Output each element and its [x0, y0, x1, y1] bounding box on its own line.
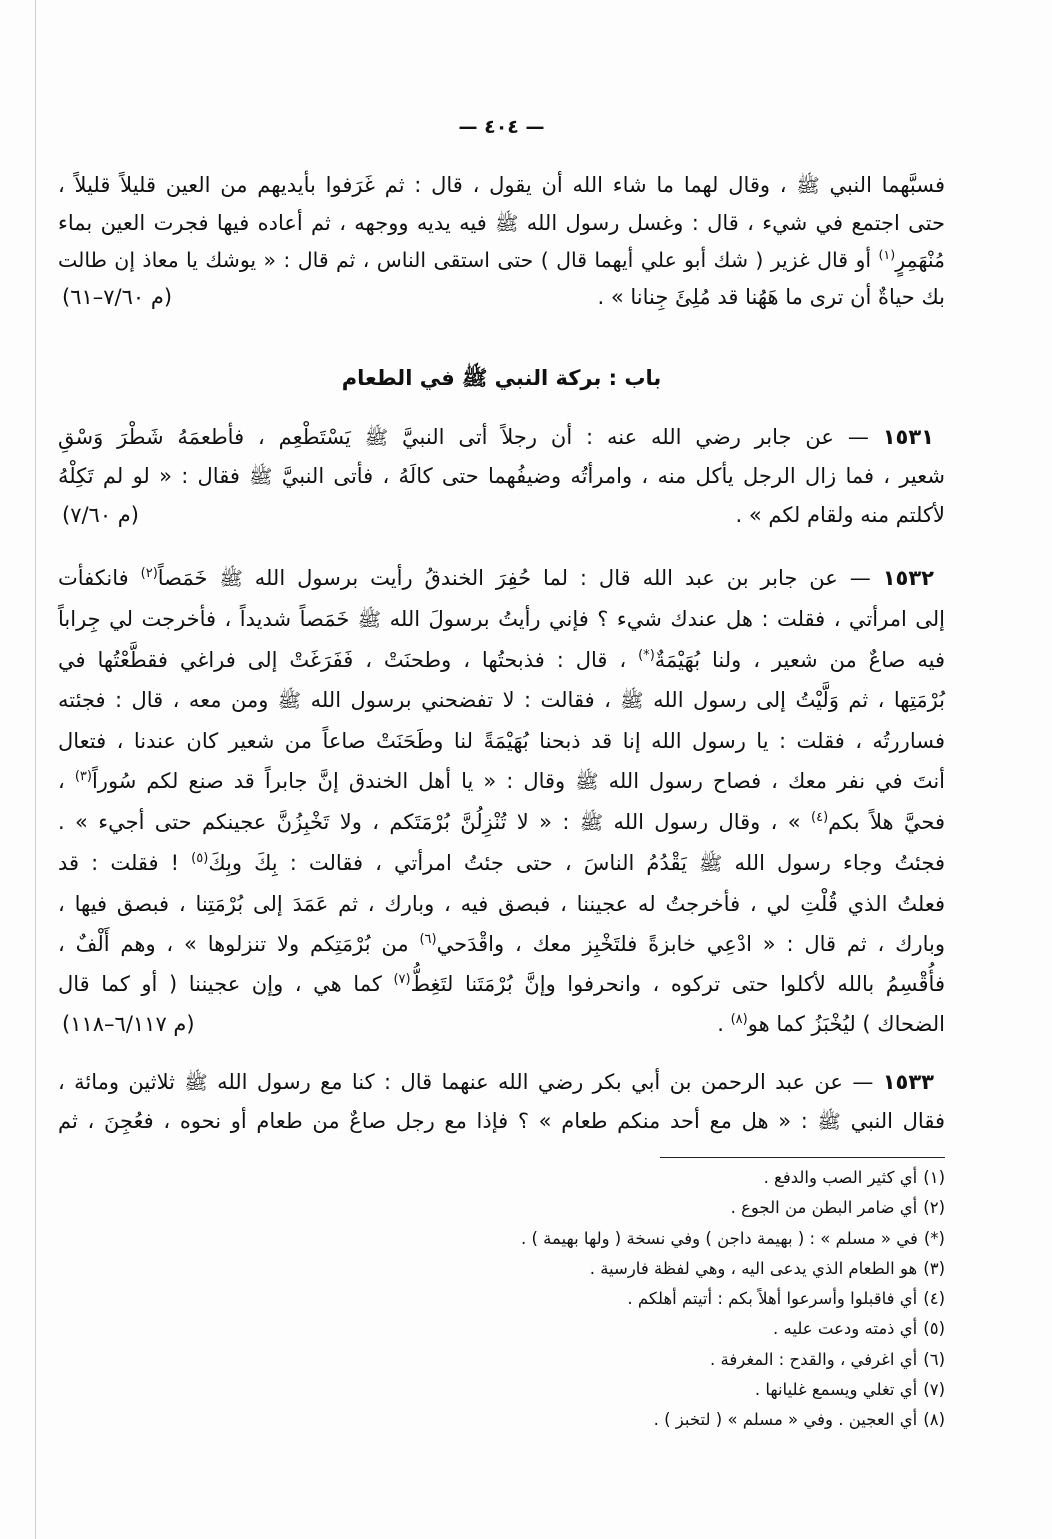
text-run: يَسْتَطْعِم ، فأطعمَهُ شَطْرَ وَسْقِ — [58, 425, 365, 449]
footnote-marker: (٣) — [923, 1258, 945, 1278]
text-line — [58, 843, 945, 884]
text-line — [58, 558, 945, 599]
source-reference: (م ٧/٦٠) — [62, 503, 139, 527]
salawat-ligature: ﷺ — [184, 1071, 208, 1094]
text-run: — عن جابر رضي الله عنه : أن رجلاً أتى النبيَّ — [388, 425, 869, 449]
text-line — [58, 599, 945, 640]
footnote-ref: (٧) — [393, 972, 411, 987]
text-run: : « هل مع أحد منكم طعام » ؟ فإذا مع رجل صاعٌ من طعام أو نحوه ، فعُجِنَ ، ثم — [58, 1109, 818, 1133]
text-run: فانكفأت — [58, 566, 141, 590]
salawat-ligature: ﷺ — [620, 689, 644, 712]
text-run: من بُرْمَتِكم ولا تنزلوها » ، وهم أَلْفٌ ، — [58, 932, 420, 956]
footnote-marker: (*) — [923, 1228, 945, 1248]
text-run: أنتَ في نفر معك ، فصاح رسول الله — [598, 769, 945, 793]
text-run: فساررتُه ، فقلت : يا رسول الله إنا قد ذبحنا بُهَيْمَةً لنا وطَحَنَتْ صاعاً من شعير كان عندنا ، فتعال — [58, 729, 945, 753]
text-run: فيه صاعٌ من شعير ، ولنا بُهَيْمَةٌ — [654, 648, 945, 672]
footnote-text: في « مسلم » : ( بهيمة داجن ) وفي نسخة ( ولها بهيمة ) . — [520, 1228, 918, 1248]
salawat-ligature: ﷺ — [817, 1110, 841, 1133]
text-run: فحيَّ هلاً بكم — [828, 810, 946, 834]
salawat-ligature: ﷺ — [495, 211, 519, 235]
text-line — [58, 884, 945, 924]
text-line — [58, 205, 945, 243]
text-run: وقال : « يا أهل الخندق إنَّ جابراً قد صنع لكم سُوراً — [91, 769, 576, 793]
text-run: فعلتُ الذي قُلْتِ لي ، فأخرجتُ له عجيننا ، فبصق فيه ، وبارك ، ثم عَمَدَ إلى بُرْمَتِنا ، فبصق فيها ، — [58, 892, 945, 916]
text-line — [58, 964, 945, 1004]
hadith-1533 — [58, 1063, 945, 1141]
text-run: الضحاك ) ليُخْبَزُ كما هو — [747, 1012, 945, 1036]
salawat-ligature: ﷺ — [277, 689, 302, 712]
text-run: خَمَصاً — [157, 566, 220, 590]
text-run: كما هي ، وإن عجيننا ( أو كما قال — [58, 972, 394, 996]
text-run: يَقْدُمُ الناسَ ، حتى جئتُ امرأتي ، فقالت : بِكَ وبِكَ — [208, 851, 700, 875]
salawat-ligature: ﷺ — [699, 852, 723, 875]
text-run: بك حياةٌ أن ترى ما هَهُنا قد مُلِئَ جِنانا » . — [597, 285, 945, 310]
footnote-ref: (٢) — [140, 566, 158, 581]
footnote-ref: (٣) — [74, 769, 92, 784]
footnote — [58, 1314, 945, 1344]
text-line — [58, 279, 945, 316]
salawat-ligature: ﷺ — [796, 174, 820, 197]
text-run: ، — [58, 769, 75, 793]
footnote — [58, 1405, 945, 1435]
text-line — [58, 1102, 945, 1141]
text-run: — عن جابر بن عبد الله قال : لما حُفِرَ الخندقُ رأيت برسول الله — [242, 566, 871, 590]
footnotes — [58, 1163, 945, 1436]
salawat-ligature: ﷺ — [575, 770, 599, 793]
text-run: خَمَصاً شديداً ، فأخرجت لي جِراباً — [58, 607, 358, 631]
footnote-ref: (٤) — [811, 810, 829, 825]
hadith-number: ١٥٣١ — [882, 425, 934, 449]
hadith-number: ١٥٣٢ — [882, 566, 934, 590]
salawat-ligature: ﷺ — [219, 567, 243, 590]
footnote-text: أي فاقبلوا وأسرعوا أهلاً بكم : أتيتم أهلكم . — [627, 1289, 918, 1309]
footnote-marker: (٤) — [923, 1289, 945, 1309]
continued-paragraph — [58, 167, 945, 316]
text-run: ومن معه ، قال : فجئته — [58, 688, 278, 712]
footnote-marker: (٨) — [923, 1410, 945, 1430]
text-line — [58, 167, 945, 205]
text-run: حتى اجتمع في شيء ، قال : وغسل رسول الله — [518, 210, 945, 235]
text-line — [58, 496, 945, 535]
footnote — [58, 1224, 945, 1254]
text-run: فقال : « لو لم تَكِلْهُ — [58, 464, 250, 488]
footnote — [58, 1254, 945, 1284]
text-run: مُنْهَمِرٍ — [895, 248, 945, 273]
footnote — [58, 1193, 945, 1223]
salawat-ligature: ﷺ — [357, 608, 382, 631]
text-run: ! فقلت : قد — [58, 851, 192, 875]
text-run: ، قال : فذبحتُها ، وطحنَتْ ، فَفَرَغَتْ إلى فراغي فقطَّعْتُها في — [58, 648, 639, 672]
text-run: فجئتُ وجاء رسول الله — [722, 851, 945, 875]
text-run: : « لا تُنْزِلُنَّ بُرْمَتَكم ، ولا تَخْبِزُنَّ عجينكم حتى أجيء » . — [58, 810, 580, 834]
text-run: فقال النبي — [840, 1109, 945, 1133]
footnote-text: أي العجين . وفي « مسلم » ( لتخبز ) . — [653, 1410, 918, 1430]
page-number: — ٤٠٤ — — [458, 116, 545, 138]
text-run: أو قال غزير ( شك أبو علي أيهما قال ) حتى استقى الناس ، ثم قال : « يوشك يا معاذ إن طالت — [58, 248, 879, 273]
text-line — [58, 242, 945, 279]
footnote-ref: (*) — [638, 648, 655, 663]
source-reference: (م ٦/١١٧–١١٨) — [62, 1012, 195, 1036]
hadith-1532 — [58, 558, 945, 1044]
hadith-1531 — [58, 418, 945, 535]
footnote-ref: (٨) — [730, 1012, 748, 1027]
footnote — [58, 1375, 945, 1405]
margin-rule — [35, 0, 36, 1539]
text-run: . — [717, 1012, 731, 1036]
text-line — [58, 418, 945, 457]
footnote-text: أي كثير الصب والدفع . — [763, 1168, 918, 1187]
text-line — [58, 640, 945, 680]
hadith-number: ١٥٣٣ — [882, 1070, 934, 1094]
text-line — [58, 924, 945, 964]
text-line — [58, 802, 945, 843]
footnote-separator — [660, 1157, 945, 1158]
footnote — [58, 1345, 945, 1375]
text-line — [58, 1004, 945, 1044]
footnote-ref: (١) — [878, 247, 896, 263]
text-run: لأكلتم منه ولقام لكم » . — [735, 503, 945, 527]
footnote-ref: (٥) — [191, 851, 209, 866]
footnote-marker: (٢) — [923, 1198, 945, 1218]
text-line — [58, 761, 945, 802]
chapter-heading: باب : بركة النبي ﷺ في الطعام — [341, 366, 662, 390]
text-run: — عن عبد الرحمن بن أبي بكر رضي الله عنهما قال : كنا مع رسول الله — [207, 1070, 874, 1094]
footnote-text: أي تغلي ويسمع غليانها . — [754, 1380, 918, 1400]
text-line — [58, 457, 945, 496]
text-line — [58, 721, 945, 761]
footnote — [58, 1284, 945, 1314]
footnote-marker: (٥) — [923, 1319, 945, 1339]
text-line — [58, 1063, 945, 1102]
text-run: ثلاثين ومائة ، — [58, 1070, 185, 1094]
salawat-ligature: ﷺ — [579, 811, 604, 834]
footnote-ref: (٦) — [419, 932, 437, 947]
text-run: » ، وقال رسول الله — [603, 810, 812, 834]
salawat-ligature: ﷺ — [249, 465, 273, 488]
footnote-marker: (٧) — [923, 1380, 945, 1400]
salawat-ligature: ﷺ — [364, 426, 389, 449]
text-run: فسبَّهما النبي — [819, 173, 945, 197]
text-run: فيه يديه ووجهه ، ثم أعاده فيها فجرت العين بماء — [58, 210, 496, 235]
source-reference: (م ٧/٦٠–٦١) — [62, 285, 173, 310]
text-run: إلى امرأتي ، فقلت : هل عندك شيء ؟ فإني رأيتُ برسولَ الله — [381, 607, 945, 631]
footnote-text: أي ضامر البطن من الجوع . — [730, 1198, 918, 1218]
text-run: بُرْمَتِها ، ثم وَلَّيْتُ إلى رسول الله — [643, 688, 945, 712]
text-run: شعير ، فما زال الرجل يأكل منه ، وامرأتُه وضيفُهما حتى كالَهُ ، فأتى النبيَّ — [272, 464, 945, 488]
text-run: ، فقالت : لا تفضحني برسول الله — [301, 688, 621, 712]
footnote-text: هو الطعام الذي يدعى اليه ، وهي لفظة فارسية . — [589, 1258, 918, 1278]
footnote-marker: (٦) — [923, 1349, 945, 1369]
footnote-text: أي ذمته ودعت عليه . — [773, 1319, 918, 1339]
footnote — [58, 1163, 945, 1193]
text-run: فأُقْسِمُ بالله لأكلوا حتى تركوه ، وانحرفوا وإنَّ بُرْمَتَنا لتَغِطُّ — [410, 972, 945, 996]
text-run: ، وقال لهما ما شاء الله أن يقول ، قال : ثم غَرَفوا بأيديهم من العين قليلاً قليلاً ، — [58, 173, 797, 197]
footnote-marker: (١) — [923, 1168, 945, 1187]
footnote-text: أي اغرفي ، والقدح : المغرفة . — [710, 1349, 918, 1369]
text-line — [58, 680, 945, 721]
text-run: وبارك ، ثم قال : « ادْعِي خابزةً فلتَخْبِز معك ، واقْدَحي — [436, 932, 945, 956]
